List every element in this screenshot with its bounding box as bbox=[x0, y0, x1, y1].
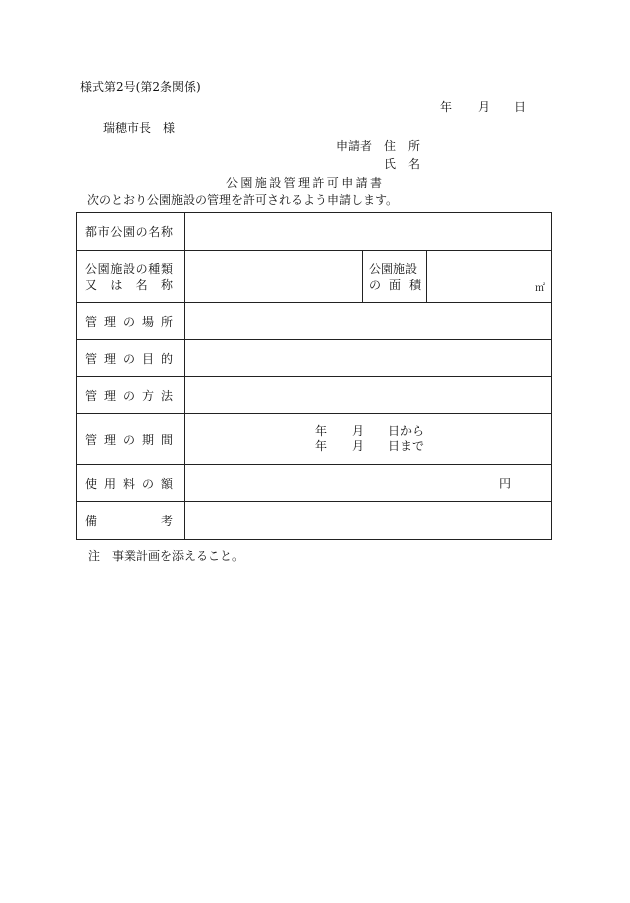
row-method bbox=[77, 377, 552, 414]
period-from: 年 月 日から bbox=[315, 424, 425, 438]
application-form-table bbox=[76, 212, 552, 540]
fee-field[interactable] bbox=[185, 465, 552, 502]
facility-type-field[interactable] bbox=[185, 251, 363, 303]
fee-label: 使 用 料 の 額 bbox=[77, 465, 185, 502]
fee-unit: 円 bbox=[499, 476, 512, 491]
row-park-name bbox=[77, 213, 552, 251]
remarks-field[interactable] bbox=[185, 502, 552, 540]
row-period bbox=[77, 414, 552, 465]
purpose-label: 管 理 の 目 的 bbox=[77, 340, 185, 377]
row-purpose bbox=[77, 340, 552, 377]
remarks-label: 備 考 bbox=[77, 502, 185, 540]
row-facility-type bbox=[77, 251, 552, 303]
park-name-field[interactable] bbox=[185, 213, 552, 251]
application-date bbox=[440, 100, 526, 114]
footer-note: 注 事業計画を添えること。 bbox=[88, 549, 245, 563]
area-unit: ㎡ bbox=[535, 283, 546, 294]
row-place bbox=[77, 303, 552, 340]
date-year-label: 年 bbox=[440, 100, 453, 114]
period-field[interactable] bbox=[185, 414, 552, 465]
applicant-name-label: 氏 名 bbox=[384, 157, 421, 171]
method-label: 管 理 の 方 法 bbox=[77, 377, 185, 414]
row-remarks bbox=[77, 502, 552, 540]
park-name-label: 都 市 公 園 の 名 称 bbox=[77, 213, 185, 251]
row-fee bbox=[77, 465, 552, 502]
facility-type-label: 公 園 施 設 の 種 類 又 は 名 称 bbox=[77, 251, 185, 303]
purpose-field[interactable] bbox=[185, 340, 552, 377]
method-field[interactable] bbox=[185, 377, 552, 414]
form-number: 様式第2号(第2条関係) bbox=[80, 80, 201, 94]
place-label: 管 理 の 場 所 bbox=[77, 303, 185, 340]
place-field[interactable] bbox=[185, 303, 552, 340]
addressee: 瑞穂市長 様 bbox=[103, 121, 176, 135]
document-title: 公園施設管理許可申請書 bbox=[226, 176, 385, 190]
intro-text: 次のとおり公園施設の管理を許可されるよう申請します。 bbox=[87, 193, 399, 207]
period-to: 年 月 日まで bbox=[315, 439, 425, 453]
period-label: 管 理 の 期 間 bbox=[77, 414, 185, 465]
facility-area-label: 公園施設 の 面 積 bbox=[363, 251, 427, 303]
date-month-label: 月 bbox=[478, 100, 491, 114]
date-day-label: 日 bbox=[514, 100, 527, 114]
facility-area-field[interactable] bbox=[427, 251, 552, 303]
applicant-address-label: 申請者 住 所 bbox=[336, 139, 421, 153]
